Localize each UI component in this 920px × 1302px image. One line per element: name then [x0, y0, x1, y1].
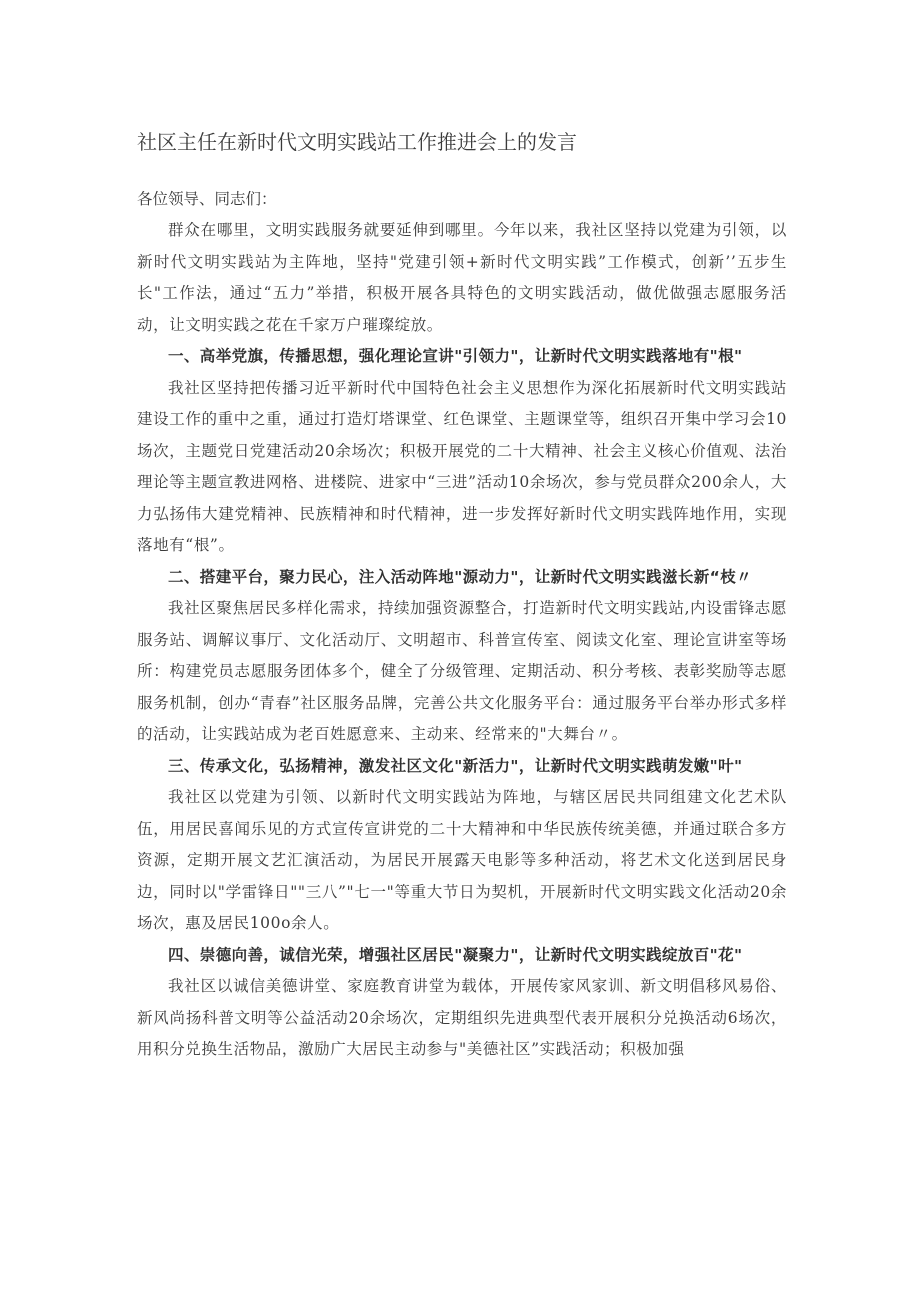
section-heading-4: 四、崇德向善，诚信光荣，增强社区居民"凝聚力"，让新时代文明实践绽放百"花"	[168, 945, 743, 964]
document-title: 社区主任在新时代文明实践站工作推进会上的发言	[137, 130, 577, 154]
document-body	[137, 215, 787, 1066]
section-body-3: 我社区以党建为引领、以新时代文明实践站为阵地，与辖区居民共同组建文化艺术队伍，用居民喜闻乐见的方式宣传宣讲党的二十大精神和中华民族传统美德，并通过联合多方资源，定期开展文艺汇演活动，为居民开展露天电影等多种活动，将艺术文化送到居民身边，同时以"学雷锋日""三八”"七一"等重大节日为契机，开展新时代文明实践文化活动20余场次，惠及居民100o余人。	[137, 788, 787, 932]
section-body-2: 我社区聚焦居民多样化需求，持续加强资源整合，打造新时代文明实践站,内设雷锋志愿服务站、调解议事厅、文化活动厅、文明超市、科普宣传室、阅读文化室、理论宣讲室等场所：构建党员志愿服务团体多个，健全了分级管理、定期活动、积分考核、表彰奖励等志愿服务机制，创办“青春”社区服务品牌，完善公共文化服务平台：通过服务平台举办形式多样的活动，让实践站成为老百姓愿意来、主动来、经常来的"大舞台〃。	[137, 599, 787, 743]
section-heading-3: 三、传承文化，弘扬精神，激发社区文化"新活力"，让新时代文明实践萌发嫩"叶"	[168, 756, 743, 775]
section-heading-1: 一、高举党旗，传播思想，强化理论宣讲"引领力"，让新时代文明实践落地有"根"	[168, 347, 743, 365]
intro-paragraph: 群众在哪里，文明实践服务就要延伸到哪里。今年以来，我社区坚持以党建为引领，以新时代文明实践站为主阵地，坚持"党建引领+新时代文明实践”工作模式，创新’’五步生长"工作法，通过“五力”举措，积极开展各具特色的文明实践活动，做优做强志愿服务活动，让文明实践之花在千家万户璀璨绽放。	[137, 221, 787, 334]
section-heading-2: 二、搭建平台，聚力民心，注入活动阵地"源动力"，让新时代文明实践滋长新“枝〃	[168, 567, 753, 586]
section-body-1: 我社区坚持把传播习近平新时代中国特色社会主义思想作为深化拓展新时代文明实践站建设工作的重中之重，通过打造灯塔课堂、红色课堂、主题课堂等，组织召开集中学习会10场次，主题党日党建活动20余场次；积极开展党的二十大精神、社会主义核心价值观、法治理论等主题宣教进网格、进楼院、进家中“三进”活动10余场次，参与党员群众200余人，大力弘扬伟大建党精神、民族精神和时代精神，进一步发挥好新时代文明实践阵地作用，实现落地有“根”。	[137, 378, 787, 554]
section-body-4: 我社区以诚信美德讲堂、家庭教育讲堂为载体，开展传家风家训、新文明倡移风易俗、新风尚扬科普文明等公益活动20余场次，定期组织先进典型代表开展积分兑换活动6场次，用积分兑换生活物品，激励广大居民主动参与"美德社区”实践活动；积极加强	[137, 977, 787, 1058]
salutation: 各位领导、同志们：	[137, 190, 277, 208]
